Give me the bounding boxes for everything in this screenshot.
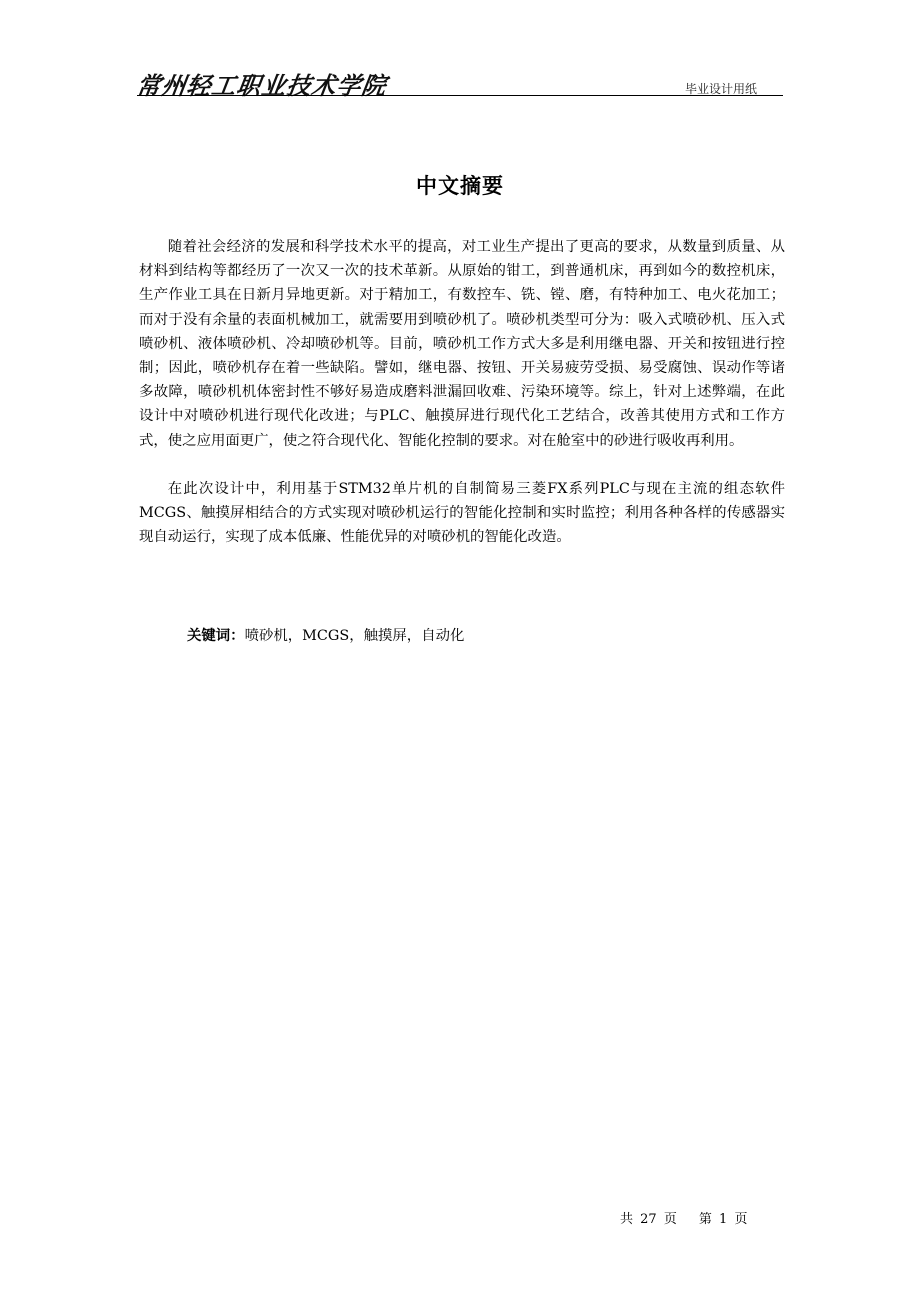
footer-total-pages: 27 [640,1212,657,1227]
page-title: 中文摘要 [416,174,504,198]
keywords-label: 关键词： [187,628,245,644]
footer-page-suffix: 页 [734,1212,748,1227]
abstract-body [139,235,785,549]
page-footer [620,1208,747,1227]
keywords-value: 喷砂机，MCGS，触摸屏，自动化 [244,628,465,644]
page-header [134,60,783,100]
keywords-line [187,624,464,645]
abstract-paragraph-2: 在此次设计中，利用基于STM32单片机的自制简易三菱FX系列PLC与现在主流的组态软件MCGS、触摸屏相结合的方式实现对喷砂机运行的智能化控制和实时监控；利用各种各样的传感器实现自动运行，实现了成本低廉、性能优异的对喷砂机的智能化改造。 [139,480,785,546]
footer-page-prefix: 第 [698,1212,712,1227]
school-name-logo: 常州轻工职业技术学院 [134,71,389,100]
abstract-paragraph-1: 随着社会经济的发展和科学技术水平的提高，对工业生产提出了更高的要求，从数量到质量、从材料到结构等都经历了一次又一次的技术革新。从原始的钳工，到普通机床，再到如今的数控机床，生产作业工具在日新月异地更新。对于精加工，有数控车、铣、镗、磨，有特种加工、电火花加工；而对于没有余量的表面机械加工，就需要用到喷砂机了。喷砂机类型可分为：吸入式喷砂机、压入式喷砂机、液体喷砂机、冷却喷砂机等。目前，喷砂机工作方式大多是利用继电器、开关和按钮进行控制；因此，喷砂机存在着一些缺陷。譬如，继电器、按钮、开关易疲劳受损、易受腐蚀、误动作等诸多故障，喷砂机机体密封性不够好易造成磨料泄漏回收难、污染环境等。综上，针对上述弊端，在此设计中对喷砂机进行现代化改进；与PLC、触摸屏进行现代化工艺结合，改善其使用方式和工作方式，使之应用面更广，使之符合现代化、智能化控制的要求。对在舱室中的砂进行吸收再利用。 [139,239,785,449]
footer-total-prefix: 共 [620,1212,634,1227]
footer-page-number: 1 [719,1212,728,1227]
header-label: 毕业设计用纸 [684,82,757,96]
header-divider [137,95,783,96]
footer-total-suffix: 页 [663,1212,677,1227]
